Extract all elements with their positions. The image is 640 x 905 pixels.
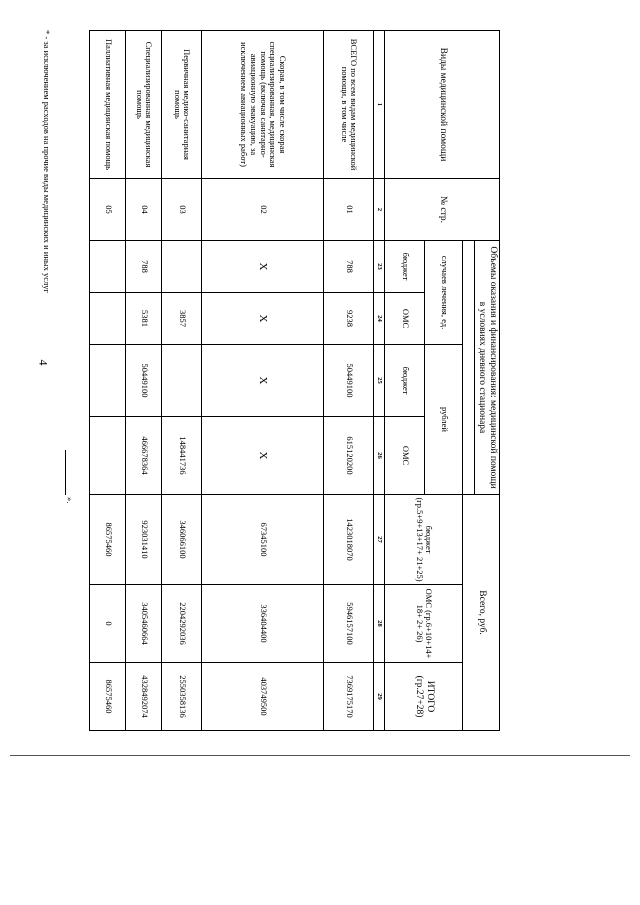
header-total-budget: бюджет (гр.5+9+13+17+ 21+25) xyxy=(385,495,463,585)
row-kind-name: Скорая, в том числе скорая специализированная, медицинская помощь (включая санитарно-авиационную эвакуацию, за исключением авиационных работ) xyxy=(202,31,324,179)
row-kind-name: ВСЕГО по всем видам медицинской помощи, в том числе xyxy=(324,31,374,179)
column-numbers-row xyxy=(374,31,385,731)
medical-care-volumes-table xyxy=(89,30,500,731)
table-row xyxy=(202,31,324,731)
col-number: 27 xyxy=(374,495,385,585)
col-number: 25 xyxy=(374,345,385,417)
rub-budget-cell: 50449100 xyxy=(126,345,162,417)
cases-budget-cell xyxy=(162,241,202,293)
header-total-group: Всего, руб. xyxy=(463,495,500,731)
total-budget-cell: 86575460 xyxy=(90,495,126,585)
total-oms-cell: 2204292036 xyxy=(162,585,202,663)
header-kind: Виды медицинской помощи xyxy=(385,31,500,179)
header-volumes-group: Объемы оказания и финансирования: медицинской помощи в условиях дневного стационара xyxy=(475,241,500,495)
row-kind-name: Специализированная медицинская помощь xyxy=(126,31,162,179)
col-number: 23 xyxy=(374,241,385,293)
cases-oms-cell: X xyxy=(202,293,324,345)
footnote: * - за исключением расходов на прочие виды медицинских и иных услуг xyxy=(42,30,52,294)
total-oms-cell: 336404400 xyxy=(202,585,324,663)
table-row xyxy=(324,31,374,731)
table-row xyxy=(162,31,202,731)
cases-oms-cell: 5381 xyxy=(126,293,162,345)
rotated-landscape-content xyxy=(42,30,500,730)
row-number: 04 xyxy=(126,179,162,241)
rub-oms-cell: 148441736 xyxy=(162,417,202,495)
table-row xyxy=(126,31,162,731)
cases-budget-cell: 788 xyxy=(324,241,374,293)
col-number: 2 xyxy=(374,179,385,241)
header-rub-oms: ОМС xyxy=(385,417,425,495)
rub-oms-cell: 615120200 xyxy=(324,417,374,495)
page-number: 4 xyxy=(36,359,51,366)
total-oms-cell: 5946157100 xyxy=(324,585,374,663)
rub-oms-cell: 466678364 xyxy=(126,417,162,495)
col-number: 26 xyxy=(374,417,385,495)
cases-budget-cell xyxy=(90,241,126,293)
rub-budget-cell: X xyxy=(202,345,324,417)
total-oms-cell: 3405460664 xyxy=(126,585,162,663)
total-budget-cell: 346066100 xyxy=(162,495,202,585)
signature-blank xyxy=(65,450,66,495)
row-kind-name: Первичная медико-санитарная помощь xyxy=(162,31,202,179)
row-kind-name: Паллиативная медицинская помощь xyxy=(90,31,126,179)
total-all-cell: 7369175170 xyxy=(324,663,374,731)
header-cases: случаев лечения, ед. xyxy=(425,241,463,345)
total-budget-cell: 923031410 xyxy=(126,495,162,585)
header-rub-budget: бюджет xyxy=(385,345,425,417)
row-number: 02 xyxy=(202,179,324,241)
row-number: 01 xyxy=(324,179,374,241)
col-number: 1 xyxy=(374,31,385,179)
rub-budget-cell xyxy=(162,345,202,417)
rub-budget-cell xyxy=(90,345,126,417)
rub-oms-cell: X xyxy=(202,417,324,495)
col-number: 28 xyxy=(374,585,385,663)
total-all-cell: 2550358136 xyxy=(162,663,202,731)
total-all-cell: 403749500 xyxy=(202,663,324,731)
rub-oms-cell xyxy=(90,417,126,495)
header-cases-oms: ОМС xyxy=(385,293,425,345)
header-rubles: рублей xyxy=(425,345,463,495)
total-budget-cell: 67345100 xyxy=(202,495,324,585)
signature-line xyxy=(65,450,75,503)
total-all-cell: 86575460 xyxy=(90,663,126,731)
table-row xyxy=(90,31,126,731)
rub-budget-cell: 50449100 xyxy=(324,345,374,417)
row-number: 05 xyxy=(90,179,126,241)
cases-oms-cell: 3857 xyxy=(162,293,202,345)
row-number: 03 xyxy=(162,179,202,241)
header-total-all: ИТОГО (гр.27+28) xyxy=(385,663,463,731)
total-oms-cell: 0 xyxy=(90,585,126,663)
cases-budget-cell: X xyxy=(202,241,324,293)
header-row-number: № стр. xyxy=(385,179,500,241)
page-divider xyxy=(10,755,630,756)
header-cases-budget: бюджет xyxy=(385,241,425,293)
closing-quote: ». xyxy=(65,497,75,504)
header-total-oms: ОМС (гр.6+10+14+ 18+ 2+ 26) xyxy=(385,585,463,663)
total-budget-cell: 1423018070 xyxy=(324,495,374,585)
col-number: 29 xyxy=(374,663,385,731)
cases-budget-cell: 788 xyxy=(126,241,162,293)
col-number: 24 xyxy=(374,293,385,345)
total-all-cell: 4328492074 xyxy=(126,663,162,731)
cases-oms-cell: 9238 xyxy=(324,293,374,345)
cases-oms-cell xyxy=(90,293,126,345)
